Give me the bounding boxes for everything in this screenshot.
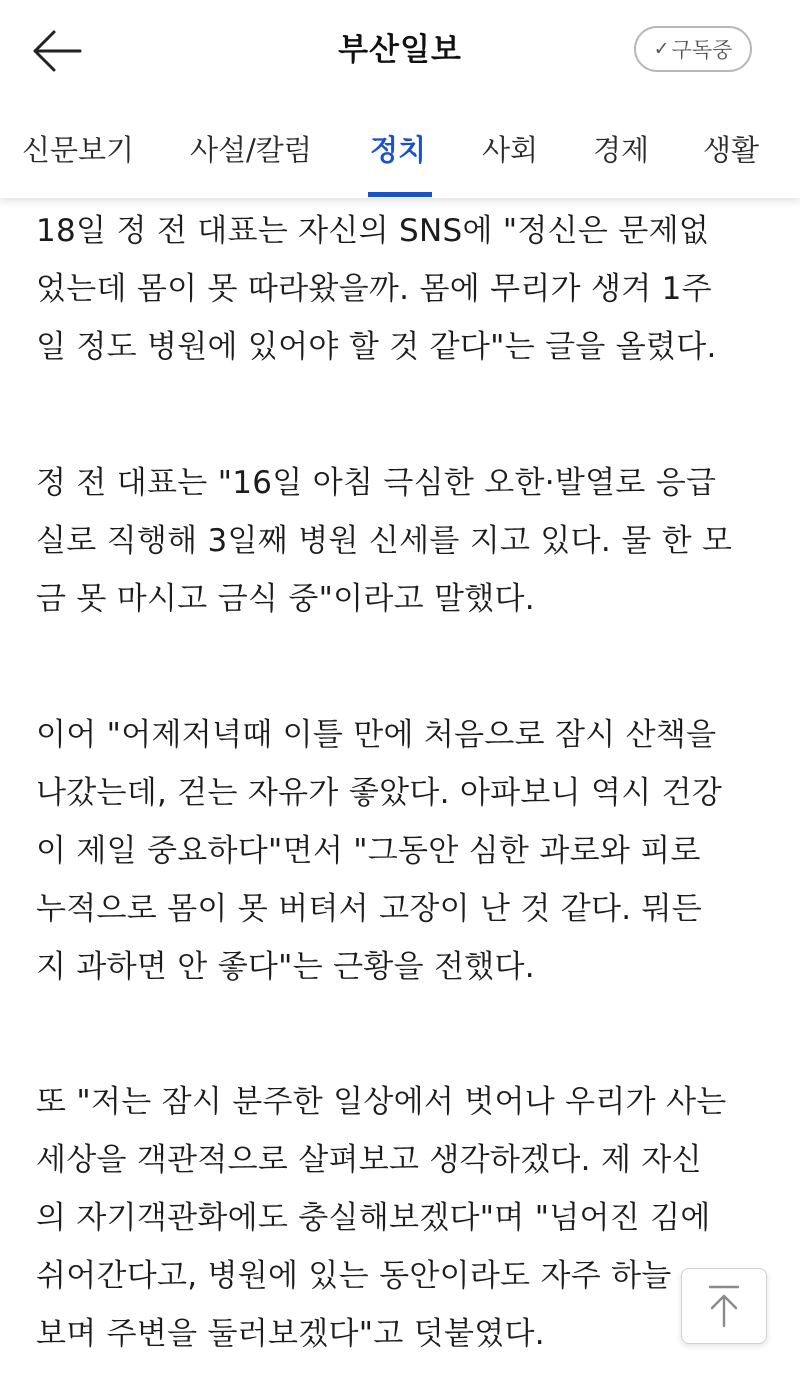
tab-label: 신문보기 bbox=[22, 133, 135, 167]
app-header bbox=[0, 0, 800, 100]
paragraph-line: 또 "저는 잠시 분주한 일상에서 벗어나 우리가 사는 bbox=[36, 1084, 727, 1120]
article-paragraph bbox=[36, 706, 776, 996]
tab-label: 사설/칼럼 bbox=[190, 133, 312, 167]
newspaper-title: 부산일보 bbox=[338, 32, 462, 68]
tab-label: 경제 bbox=[593, 133, 650, 167]
scroll-to-top-button[interactable] bbox=[681, 1268, 767, 1344]
paragraph-line: 나갔는데, 걷는 자유가 좋았다. 아파보니 역시 건강 bbox=[36, 775, 723, 811]
article-paragraph bbox=[36, 454, 776, 628]
back-button[interactable] bbox=[24, 18, 90, 84]
paragraph-line: 정 전 대표는 "16일 아침 극심한 오한·발열로 응급 bbox=[36, 465, 717, 501]
tab-newspaper[interactable] bbox=[22, 128, 134, 198]
subscribed-button[interactable] bbox=[634, 26, 752, 72]
checkmark-icon: ✓ bbox=[653, 38, 670, 60]
paragraph-line: 었는데 몸이 못 따라왔을까. 몸에 무리가 생겨 1주 bbox=[36, 271, 712, 307]
tab-label: 정치 bbox=[370, 133, 427, 167]
paragraph-line: 쉬어간다고, 병원에 있는 동안이라도 자주 하늘 bbox=[36, 1258, 672, 1294]
arrow-up-to-top-icon bbox=[682, 1282, 766, 1330]
tab-label: 생활 bbox=[703, 133, 760, 167]
paragraph-line: 실로 직행해 3일째 병원 신세를 지고 있다. 물 한 모 bbox=[36, 523, 733, 559]
paragraph-line: 18일 정 전 대표는 자신의 SNS에 "정신은 문제없 bbox=[36, 213, 710, 249]
paragraph-line: 이어 "어제저녁때 이틀 만에 처음으로 잠시 산책을 bbox=[36, 717, 717, 753]
paragraph-line: 지 과하면 안 좋다"는 근황을 전했다. bbox=[36, 949, 535, 985]
active-tab-indicator bbox=[368, 192, 432, 197]
category-tab-bar bbox=[0, 100, 800, 198]
paragraph-line: 의 자기객관화에도 충실해보겠다"며 "넘어진 김에 bbox=[36, 1200, 711, 1236]
paragraph-line: 누적으로 몸이 못 버텨서 고장이 난 것 같다. 뭐든 bbox=[36, 891, 703, 927]
arrow-left-icon bbox=[24, 18, 90, 84]
article-body bbox=[0, 196, 800, 1390]
paragraph-line: 보며 주변을 둘러보겠다"고 덧붙였다. bbox=[36, 1316, 545, 1352]
tab-politics[interactable] bbox=[370, 128, 426, 198]
tab-life[interactable] bbox=[703, 128, 759, 198]
paragraph-line: 일 정도 병원에 있어야 할 것 같다"는 글을 올렸다. bbox=[36, 329, 717, 365]
article-paragraph bbox=[36, 1073, 776, 1363]
paragraph-line: 이 제일 중요하다"면서 "그동안 심한 과로와 피로 bbox=[36, 833, 701, 869]
article-paragraph bbox=[36, 202, 776, 376]
tab-society[interactable] bbox=[482, 128, 538, 198]
paragraph-line: 세상을 객관적으로 살펴보고 생각하겠다. 제 자신 bbox=[36, 1142, 702, 1178]
paragraph-line: 금 못 마시고 금식 중"이라고 말했다. bbox=[36, 581, 535, 617]
tab-editorial-column[interactable] bbox=[190, 128, 312, 198]
tab-label: 사회 bbox=[482, 133, 539, 167]
subscribed-label: 구독중 bbox=[671, 38, 733, 62]
tab-economy[interactable] bbox=[593, 128, 649, 198]
